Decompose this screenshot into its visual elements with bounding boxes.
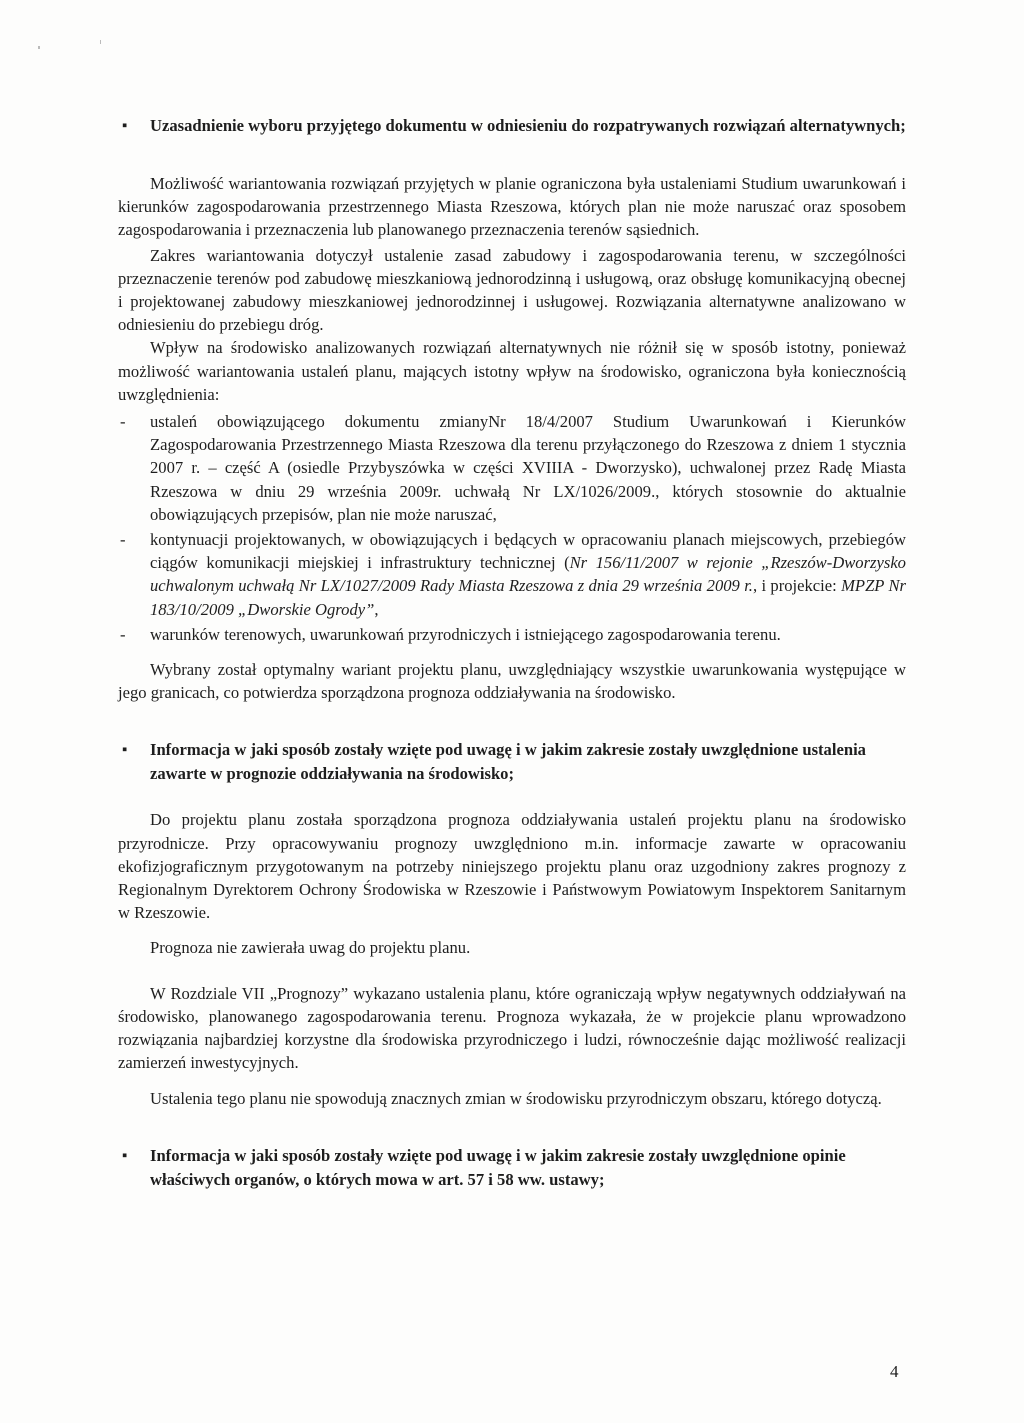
list-item-text: ustaleń obowiązującego dokumentu zmianyNr 18/4/2007 Studium Uwarunkowań i Kierunków Zagospodarowania Przestrzennego Miasta Rzeszowa dla terenu przyłączonego do Rzeszowa z dniem 1 stycznia 2007 r. – część A (osiedle Przybyszówka w części XVIIIA - Dworzysko), uchwalonej przez Radę Miasta Rzeszowa w dniu 29 września 2009r. uchwałą Nr LX/1026/2009., których stosownie do aktualnie obowiązujących przepisów, plan nie może naruszać, [150, 412, 906, 524]
bullet-icon: ▪ [122, 742, 128, 759]
list-item [118, 528, 906, 621]
paragraph: W Rozdziale VII „Prognozy” wykazano ustalenia planu, które ograniczają wpływ negatywnych oddziaływań na środowisko, planowanego zagospodarowania terenu. Prognoza wykazała, że w projekcie planu wprowadzono rozwiązania najbardziej korzystne dla środowiska przyrodniczego i ludzi, równocześnie dając możliwość realizacji zamierzeń inwestycyjnych. [118, 983, 906, 1073]
section-heading-alternatives [118, 114, 906, 138]
list-item-text: kontynuacji projektowanych, w obowiązujących i będących w opracowaniu planach miejscowych, przebiegów ciągów komunikacji miejskiej i infrastruktury technicznej (Nr 156/11/2007 w rejonie „Rzeszów-Dworzysko uchwalonym uchwałą Nr LX/1027/2009 Rady Miasta Rzeszowa z dnia 29 września 2009 r., i projekcie: MPZP Nr 183/10/2009 „Dworskie Ogrody”, [150, 530, 907, 619]
dash-marker: - [120, 624, 126, 644]
heading-text: Informacja w jaki sposób zostały wzięte pod uwagę i w jakim zakresie zostały uwzględnione opinie właściwych organów, o których mowa w art. 57 i 58 ww. ustawy; [150, 1145, 846, 1189]
heading-text: Uzasadnienie wyboru przyjętego dokumentu w odniesieniu do rozpatrywanych rozwiązań alternatywnych; [150, 116, 906, 135]
page-number: 4 [890, 1362, 899, 1381]
document-content [118, 114, 906, 1192]
conditions-list [118, 410, 906, 646]
dash-marker: - [120, 412, 126, 432]
bullet-icon: ▪ [122, 1147, 128, 1164]
plan-reference: MPZP Nr 183/10/2009 „Dworskie Ogrody” [150, 576, 907, 619]
plan-reference: Nr 156/11/2007 w rejonie „Rzeszów-Dworzysko uchwalonym uchwałą Nr LX/1027/2009 Rady Miasta Rzeszowa z dnia 29 września 2009 r. [150, 553, 906, 596]
paragraph: Możliwość wariantowania rozwiązań przyjętych w planie ograniczona była ustaleniami Studium uwarunkowań i kierunków zagospodarowania przestrzennego Miasta Rzeszowa, których plan nie może naruszać oraz sposobem zagospodarowania i przeznaczenia lub planowanego przeznaczenia terenów sąsiednich. [118, 174, 906, 240]
scan-speck [100, 40, 101, 44]
paragraph: Wpływ na środowisko analizowanych rozwiązań alternatywnych nie różnił się w sposób istotny, ponieważ możliwość wariantowania ustaleń planu, mających istotny wpływ na środowisko, ograniczona była koniecznością uwzględnienia: [118, 338, 906, 404]
list-item [118, 623, 906, 646]
bullet-icon: ▪ [122, 118, 128, 134]
scan-speck [38, 46, 40, 49]
paragraph: Do projektu planu została sporządzona prognoza oddziaływania ustaleń projektu planu na środowisko przyrodnicze. Przy opracowywaniu prognozy uwzględniono m.in. informacje zawarte w opracowaniu ekofizjograficznym przygotowanym na potrzeby niniejszego projektu planu oraz uzgodniony zakres prognozy z Regionalnym Dyrektorem Ochrony Środowiska w Rzeszowie i Państwowym Powiatowym Inspektorem Sanitarnym w Rzeszowie. [118, 810, 906, 923]
paragraph: Prognoza nie zawierała uwag do projektu planu. [150, 938, 471, 958]
heading-text: Informacja w jaki sposób zostały wzięte pod uwagę i w jakim zakresie zostały uwzględnione ustalenia zawarte w prognozie oddziaływania na środowisko; [150, 740, 866, 784]
list-item-text: warunków terenowych, uwarunkowań przyrodniczych i istniejącego zagospodarowania terenu. [150, 624, 781, 644]
list-item [118, 410, 906, 526]
paragraph: Ustalenia tego planu nie spowodują znacznych zmian w środowisku przyrodniczym obszaru, którego dotyczą. [150, 1088, 882, 1108]
paragraph: Wybrany został optymalny wariant projektu planu, uwzględniający wszystkie uwarunkowania występujące w jego granicach, co potwierdza sporządzona prognoza oddziaływania na środowisko. [118, 660, 906, 703]
dash-marker: - [120, 530, 126, 550]
paragraph: Zakres wariantowania dotyczył ustalenie zasad zabudowy i zagospodarowania terenu, w szczególności przeznaczenie terenów pod zabudowę mieszkaniową jednorodzinną i usługową, oraz obsługę komunikacyjną obecnej i projektowanej zabudowy mieszkaniowej jednorodzinnej i usługowej. Rozwiązania alternatywne analizowano w odniesieniu do przebiegu dróg. [118, 245, 906, 335]
section-heading-opinions [118, 1144, 906, 1192]
section-heading-forecast [118, 738, 906, 786]
